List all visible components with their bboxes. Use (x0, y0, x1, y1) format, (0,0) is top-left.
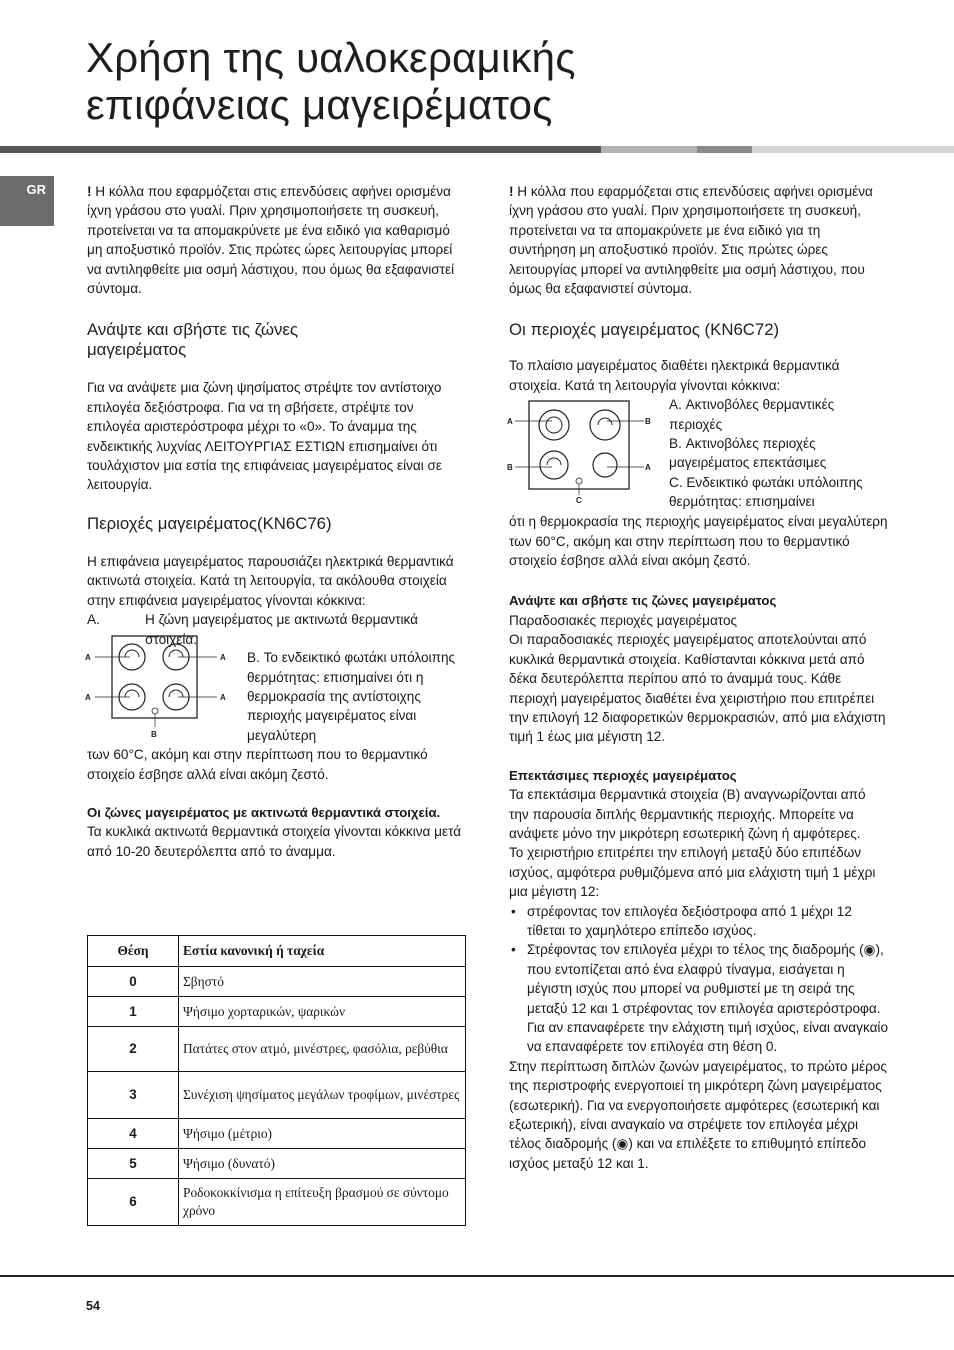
item-a (87, 610, 467, 647)
page-title (86, 34, 576, 128)
legend-c: C. Ενδεικτικό φωτάκι υπόλοιπης θερμότητας: επισημαίνει (669, 474, 863, 510)
heading-radiant: Οι ζώνες μαγειρέματος με ακτινωτά θερμαντικά στοιχεία. (87, 804, 441, 820)
diagram72-label-a2: A (645, 463, 651, 473)
radiant-text: Τα κυκλικά ακτινωτά θερμαντικά στοιχεία γίνονται κόκκινα μετά από 10-20 δευτερόλεπτα από το άναμμα. (87, 824, 462, 859)
table-row (88, 1072, 466, 1119)
header-rule-dark (0, 146, 601, 153)
kn6c72-continued: ότι η θερμοκρασία της περιοχής μαγειρέματος είναι μεγαλύτερη των 60°C, ακόμη και στην περίπτωση που το θερμαντικό στοιχείο έσβησε αλλά είναι ακόμη ζεστό. (509, 514, 888, 569)
kn6c72-text: Το πλαίσιο μαγειρέματος διαθέτει ηλεκτρικά θερμαντικά στοιχεία. Κατά τη λειτουργία γίνονται κόκκινα: (509, 358, 840, 393)
page-number: 54 (86, 1299, 100, 1313)
right-intro (509, 182, 889, 298)
hob-diagram-kn6c72 (507, 397, 657, 509)
header-rule-dark2 (697, 146, 752, 153)
right-intro-text: Η κόλλα που εφαρμόζεται στις επενδύσεις αφήνει ορισμένα ίχνη γράσου στο γυαλί. Πριν χρησιμοποιήσετε τη συσκευή, προτείνεται να τα απομακρύνετε με ένα ειδικό για τη συντήρηση μη αποξυστικό προϊόν. Στις πρώτες ώρες λειτουργίας μπορεί να αντιληφθείτε μια οσμή λάστιχου, που όμως θα εξαφανιστεί σύντομα. (509, 184, 873, 297)
expandable-text-2: Το χειριστήριο επιτρέπει την επιλογή μεταξύ δύο επιπέδων ισχύος, αμφότερα ρυθμιζόμενα από μια ελάχιστη τιμή 1 μέχρι μια μέγιστη 12: (509, 845, 876, 900)
item-a-text: Η ζώνη μαγειρέματος με ακτινωτά θερμαντικά στοιχεία. (145, 612, 419, 647)
header-rule-mid (601, 146, 697, 153)
table-cell-description: Ροδοκοκκίνισμα η επίτευξη βρασμού σε σύντομο χρόνο (179, 1179, 466, 1226)
left-intro (87, 182, 467, 298)
diagram-label-b: B (151, 730, 157, 740)
right-column (509, 182, 889, 1173)
diagram-label-a3: A (85, 693, 91, 703)
left-column (87, 182, 467, 861)
item-b (247, 648, 459, 745)
kn6c76-diagram-block (87, 629, 467, 745)
diagram72-label-b1: B (645, 417, 651, 427)
header-rule-light (752, 146, 954, 153)
footer-rule (0, 1275, 954, 1277)
warning-mark-right: ! (509, 184, 514, 199)
item-b-continued: των 60°C, ακόμη και στην περίπτωση που το θερμαντικό στοιχείο έσβησε αλλά είναι ακόμη ζεστό. (87, 747, 428, 782)
function-table (87, 935, 466, 1226)
traditional-subheading: Παραδοσιακές περιοχές μαγειρέματος (509, 612, 738, 628)
heading-onoff: Ανάψτε και σβήστε τις ζώνες μαγειρέματος (87, 320, 298, 360)
diagram-label-a4: A (220, 693, 226, 703)
table-row (88, 997, 466, 1027)
item-b-text: Το ενδεικτικό φωτάκι υπόλοιπης θερμότητας: επισημαίνει ότι η θερμοκρασία της αντίστοιχης περιοχής μαγειρέματος είναι μεγαλύτερη (247, 650, 456, 743)
legend-b: B. Ακτινοβόλες περιοχές μαγειρέματος επεκτάσιμες (669, 436, 827, 471)
heading-kn6c76: Περιοχές μαγειρέματος(KN6C76) (87, 513, 332, 533)
kn6c76-text: Η επιφάνεια μαγειρέματος παρουσιάζει ηλεκτρικά θερμαντικά ακτινωτά στοιχεία. Κατά τη λειτουργία, τα ακόλουθα στοιχεία στην επιφάνεια μαγειρέματος γίνονται κόκκινα: (87, 553, 454, 608)
diagram-label-a1: A (85, 653, 91, 663)
bullet-item: • στρέφοντας τον επιλογέα δεξιόστροφα από 1 μέχρι 12 τίθεται το χαμηλότερο επίπεδο ισχύος. (509, 902, 889, 941)
table-row (88, 1149, 466, 1179)
double-zone-text: Στην περίπτωση διπλών ζωνών μαγειρέματος, το πρώτο μέρος της περιστροφής ενεργοποιεί τη μικρότερη ζώνη μαγειρέματος (εσωτερική). Για να ενεργοποιήσετε αμφότερες (εσωτερική και εξωτερική), είναι αναγκαίο να στρέψετε τον επιλογέα μέχρι τέλος διαδρομής (◉) και να επιλέξετε το επιθυμητό επίπεδο ισχύος μεταξύ 12 και 1. (509, 1058, 887, 1171)
language-tab (0, 176, 54, 226)
title-line-2: επιφάνειας μαγειρέματος (86, 81, 553, 128)
table-cell-position: 2 (88, 1027, 179, 1072)
table-cell-position: 4 (88, 1119, 179, 1149)
heading-kn6c72: Οι περιοχές μαγειρέματος (KN6C72) (509, 320, 780, 340)
table-cell-description: Συνέχιση ψησίματος μεγάλων τροφίμων, μινέστρες (179, 1072, 466, 1119)
table-cell-description: Ψήσιμο χορταρικών, ψαρικών (179, 997, 466, 1027)
table-cell-position: 1 (88, 997, 179, 1027)
table-row (88, 967, 466, 997)
table-cell-position: 6 (88, 1179, 179, 1226)
onoff-text: Για να ανάψετε μια ζώνη ψησίματος στρέψτε τον αντίστοιχο επιλογέα δεξιόστροφα. Για να τη σβήσετε, στρέψτε τον επιλογέα αριστερόστροφα μέχρι το «0». Το άναμμα της ενδεικτικής λυχνίας ΛΕΙΤΟΥΡΓΙΑΣ ΕΣΤΙΩΝ επισημαίνει ότι τουλάχιστον μια εστία της επιφάνειας μαγειρέματος είναι σε λειτουργία. (87, 380, 442, 493)
table-cell-position: 0 (88, 967, 179, 997)
title-line-1: Χρήση της υαλοκεραμικής (86, 34, 576, 81)
traditional-text: Οι παραδοσιακές περιοχές μαγειρέματος αποτελούνται από κυκλικά θερμαντικά στοιχεία. Καθίστανται κόκκινα μετά από δέκα δευτερόλεπτα περίπου από το άναμμά τους. Κάθε περιοχή μαγειρέματος διαθέτει ένα χειριστήριο που επιτρέπει την επιλογή 12 διαφορετικών θερμοκρασιών, από μια ελάχιστη τιμή 1 έως μια μέγιστη 12. (509, 632, 886, 745)
table-cell-position: 5 (88, 1149, 179, 1179)
left-intro-text: Η κόλλα που εφαρμόζεται στις επενδύσεις αφήνει ορισμένα ίχνη γράσου στο γυαλί. Πριν χρησιμοποιήσετε τη συσκευή, προτείνεται να τα απομακρύνετε με ένα ειδικό για καθαρισμό μη αποξυστικό προϊόν. Στις πρώτες ώρες λειτουργίας μπορεί να αντιληφθείτε μια οσμή λάστιχου, που όμως θα εξαφανιστεί σύντομα. (87, 184, 455, 297)
diagram-label-a2: A (220, 653, 226, 663)
diagram72-label-a1: A (507, 417, 513, 427)
diagram72-label-b2: B (507, 463, 513, 473)
heading-onoff-right: Ανάψτε και σβήστε τις ζώνες μαγειρέματος (509, 593, 777, 609)
table-row (88, 1179, 466, 1226)
language-tab-label: GR (26, 182, 46, 197)
table-cell-position: 3 (88, 1072, 179, 1119)
expandable-bullets (509, 902, 889, 1057)
kn6c72-legend (669, 395, 891, 511)
table-cell-description: Πατάτες στον ατμό, μινέστρες, φασόλια, ρεβύθια (179, 1027, 466, 1072)
item-a-label: A. (87, 612, 100, 628)
table-header-hotplate: Εστία κανονική ή ταχεία (179, 936, 466, 967)
item-b-label: B. (247, 650, 260, 666)
heading-expandable: Επεκτάσιμες περιοχές μαγειρέματος (509, 767, 737, 783)
kn6c72-diagram-block (509, 395, 889, 512)
hob-diagram-kn6c76 (85, 631, 235, 743)
table-row (88, 1027, 466, 1072)
table-header-position: Θέση (88, 936, 179, 967)
table-cell-description: Ψήσιμο (δυνατό) (179, 1149, 466, 1179)
table-row (88, 1119, 466, 1149)
bullet-item: • Στρέφοντας τον επιλογέα μέχρι το τέλος της διαδρομής (◉), που εντοπίζεται από ένα ελαφρύ τίναγμα, εισάγεται η μέγιστη ισχύς που μπορεί να ρυθμιστεί με τη σειρά της μεταξύ 12 και 1 στρέφοντας τον επιλογέα αριστερόστροφα. Για αν επαναφέρετε την ελάχιστη τιμή ισχύος, είναι αναγκαίο να επαναφέρετε τον επιλογέα στη θέση 0. (509, 940, 889, 1056)
legend-a: A. Ακτινοβόλες θερμαντικές περιοχές (669, 397, 835, 432)
expandable-text-1: Τα επεκτάσιμα θερμαντικά στοιχεία (B) αναγνωρίζονται από την παρουσία διπλής θερμαντικής περιοχής. Μπορείτε να ανάψετε μόνο την μικρότερη εσωτερική ζώνη ή αμφότερες. (509, 787, 866, 841)
diagram72-label-c: C (576, 496, 582, 506)
table-cell-description: Ψήσιμο (μέτριο) (179, 1119, 466, 1149)
table-cell-description: Σβηστό (179, 967, 466, 997)
warning-mark: ! (87, 184, 92, 199)
